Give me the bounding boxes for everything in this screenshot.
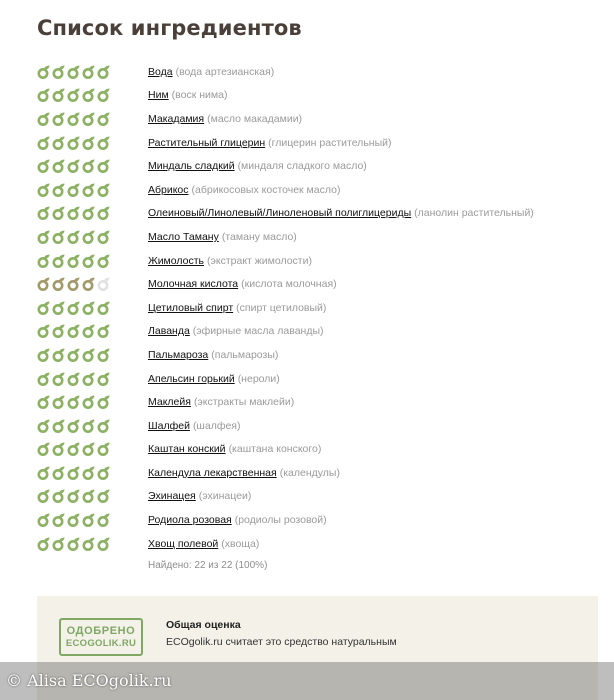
leaf-full-icon — [37, 230, 50, 244]
rating-leaves — [37, 395, 148, 409]
ingredient-description: (пальмарозы) — [211, 348, 279, 361]
ingredient-text — [148, 467, 340, 479]
leaf-full-icon — [37, 513, 50, 527]
summary-text: ECOgolik.ru считает это средство натуральным — [166, 636, 397, 648]
rating-leaves — [37, 136, 148, 150]
ingredient-description: (ланолин растительный) — [414, 207, 534, 220]
leaf-full-icon — [67, 88, 80, 102]
leaf-full-icon — [52, 348, 65, 362]
leaf-full-icon — [52, 537, 65, 551]
ingredient-description: (шалфея) — [192, 419, 241, 432]
rating-leaves — [37, 206, 148, 220]
leaf-full-icon — [52, 159, 65, 173]
ingredient-link[interactable]: Вода — [148, 65, 173, 78]
leaf-full-icon — [52, 489, 65, 503]
ingredient-link[interactable]: Олеиновый/Линолевый/Линоленовый полиглицериды — [148, 207, 412, 220]
leaf-full-icon — [52, 395, 65, 409]
ingredient-link[interactable]: Макадамия — [148, 112, 205, 125]
leaf-full-icon — [37, 183, 50, 197]
leaf-full-icon — [97, 372, 110, 386]
leaf-empty-icon — [97, 277, 110, 291]
leaf-full-icon — [52, 372, 65, 386]
rating-leaves — [37, 230, 148, 244]
leaf-full-icon — [82, 230, 95, 244]
ingredient-link[interactable]: Родиола розовая — [148, 514, 232, 527]
ingredient-description: (воск нима) — [171, 89, 228, 102]
ingredient-link[interactable]: Жимолость — [148, 254, 205, 267]
leaf-full-icon — [82, 348, 95, 362]
leaf-full-icon — [67, 65, 80, 79]
leaf-full-icon — [97, 159, 110, 173]
ingredient-text — [148, 538, 259, 550]
ingredient-description: (таману масло) — [221, 230, 297, 243]
leaf-full-icon — [37, 395, 50, 409]
leaf-full-icon — [97, 537, 110, 551]
leaf-full-icon — [67, 419, 80, 433]
leaf-full-icon — [67, 372, 80, 386]
ingredient-text — [148, 207, 534, 219]
ingredient-text — [148, 349, 278, 361]
ingredient-link[interactable]: Маклейя — [148, 396, 191, 409]
leaf-full-icon — [82, 324, 95, 338]
ingredient-row — [37, 60, 607, 84]
ingredient-text — [148, 443, 321, 455]
ingredient-link[interactable]: Эхинацея — [148, 490, 196, 503]
ingredient-row — [37, 296, 607, 320]
leaf-full-icon — [97, 254, 110, 268]
leaf-full-icon — [67, 466, 80, 480]
leaf-full-icon — [97, 88, 110, 102]
leaf-full-icon — [82, 372, 95, 386]
leaf-full-icon — [37, 372, 50, 386]
leaf-full-icon — [37, 206, 50, 220]
leaf-full-icon — [52, 65, 65, 79]
rating-leaves — [37, 65, 148, 79]
ingredient-text — [148, 302, 326, 314]
leaf-full-icon — [82, 489, 95, 503]
ingredient-description: (глицерин растительный) — [268, 136, 392, 149]
ingredient-row — [37, 131, 607, 155]
leaf-full-icon — [52, 277, 65, 291]
ingredient-text — [148, 255, 312, 267]
leaf-full-icon — [97, 324, 110, 338]
leaf-full-icon — [97, 395, 110, 409]
leaf-full-icon — [67, 254, 80, 268]
leaf-full-icon — [67, 395, 80, 409]
ingredient-row — [37, 367, 607, 391]
approved-badge — [59, 618, 143, 656]
leaf-full-icon — [52, 442, 65, 456]
rating-leaves — [37, 513, 148, 527]
leaf-full-icon — [82, 442, 95, 456]
ingredient-list — [37, 60, 607, 555]
ingredient-text — [148, 184, 340, 196]
ingredient-text — [148, 396, 294, 408]
leaf-full-icon — [37, 419, 50, 433]
ingredient-link[interactable]: Хвощ полевой — [148, 537, 219, 550]
badge-title: ОДОБРЕНО — [66, 624, 136, 637]
leaf-full-icon — [37, 442, 50, 456]
leaf-full-icon — [82, 277, 95, 291]
rating-leaves — [37, 254, 148, 268]
leaf-full-icon — [82, 466, 95, 480]
ingredient-text — [148, 137, 392, 149]
ingredient-description: (календулы) — [279, 466, 340, 479]
ingredient-description: (абрикосовых косточек масло) — [191, 183, 341, 196]
ingredient-row — [37, 272, 607, 296]
leaf-full-icon — [37, 136, 50, 150]
ingredient-link[interactable]: Миндаль сладкий — [148, 160, 235, 173]
leaf-full-icon — [67, 183, 80, 197]
ingredient-row — [37, 438, 607, 462]
leaf-full-icon — [52, 183, 65, 197]
leaf-full-icon — [82, 159, 95, 173]
ingredient-link[interactable]: Молочная кислота — [148, 278, 239, 291]
leaf-full-icon — [82, 88, 95, 102]
leaf-full-icon — [37, 254, 50, 268]
ingredient-text — [148, 66, 274, 78]
leaf-full-icon — [97, 513, 110, 527]
leaf-full-icon — [52, 466, 65, 480]
leaf-full-icon — [82, 301, 95, 315]
ingredient-row — [37, 508, 607, 532]
leaf-full-icon — [37, 88, 50, 102]
leaf-full-icon — [67, 277, 80, 291]
leaf-full-icon — [67, 489, 80, 503]
leaf-full-icon — [52, 112, 65, 126]
rating-leaves — [37, 348, 148, 362]
leaf-full-icon — [97, 348, 110, 362]
leaf-full-icon — [97, 206, 110, 220]
leaf-full-icon — [97, 301, 110, 315]
ingredient-description: (каштана конского) — [228, 443, 322, 456]
leaf-full-icon — [97, 466, 110, 480]
ingredient-text — [148, 490, 251, 502]
leaf-full-icon — [82, 254, 95, 268]
ingredient-row — [37, 485, 607, 509]
leaf-full-icon — [67, 513, 80, 527]
leaf-full-icon — [52, 88, 65, 102]
ingredient-description: (нероли) — [237, 372, 280, 385]
ingredient-text — [148, 231, 297, 243]
ingredient-description: (экстракты маклейи) — [193, 396, 295, 409]
leaf-full-icon — [67, 537, 80, 551]
page-title: Список ингредиентов — [37, 16, 302, 40]
rating-leaves — [37, 419, 148, 433]
ingredient-row — [37, 532, 607, 556]
found-count: Найдено: 22 из 22 (100%) — [148, 560, 268, 571]
leaf-full-icon — [52, 324, 65, 338]
leaf-full-icon — [52, 301, 65, 315]
ingredient-text — [148, 373, 280, 385]
ingredient-row — [37, 202, 607, 226]
leaf-full-icon — [97, 112, 110, 126]
ingredient-row — [37, 225, 607, 249]
ingredient-text — [148, 278, 337, 290]
ingredient-description: (экстракт жимолости) — [207, 254, 312, 267]
leaf-full-icon — [37, 489, 50, 503]
leaf-full-icon — [67, 324, 80, 338]
ingredient-description: (родиолы розовой) — [234, 514, 327, 527]
rating-leaves — [37, 112, 148, 126]
rating-leaves — [37, 277, 148, 291]
summary-title: Общая оценка — [166, 619, 241, 631]
ingredient-link[interactable]: Пальмароза — [148, 348, 209, 361]
rating-leaves — [37, 88, 148, 102]
rating-leaves — [37, 159, 148, 173]
ingredient-text — [148, 325, 324, 337]
leaf-full-icon — [67, 301, 80, 315]
ingredient-link[interactable]: Шалфей — [148, 419, 190, 432]
leaf-full-icon — [37, 324, 50, 338]
ingredient-link[interactable]: Ним — [148, 89, 169, 102]
leaf-full-icon — [37, 112, 50, 126]
ingredient-description: (эфирные масла лаванды) — [192, 325, 324, 338]
ingredient-description: (вода артезианская) — [175, 65, 275, 78]
ingredient-text — [148, 89, 227, 101]
ingredient-link[interactable]: Лаванда — [148, 325, 190, 338]
leaf-full-icon — [67, 206, 80, 220]
ingredient-description: (хвоща) — [221, 537, 260, 550]
ingredient-description: (миндаля сладкого масло) — [237, 160, 367, 173]
leaf-full-icon — [82, 419, 95, 433]
rating-leaves — [37, 372, 148, 386]
ingredient-row — [37, 343, 607, 367]
leaf-full-icon — [52, 254, 65, 268]
rating-leaves — [37, 442, 148, 456]
leaf-full-icon — [97, 442, 110, 456]
leaf-full-icon — [52, 136, 65, 150]
leaf-full-icon — [37, 466, 50, 480]
watermark: © Alisa ECOgolik.ru — [6, 671, 172, 690]
leaf-full-icon — [82, 537, 95, 551]
leaf-full-icon — [82, 65, 95, 79]
leaf-full-icon — [52, 206, 65, 220]
leaf-full-icon — [82, 183, 95, 197]
ingredient-row — [37, 414, 607, 438]
leaf-full-icon — [82, 395, 95, 409]
ingredient-link[interactable]: Растительный глицерин — [148, 136, 266, 149]
leaf-full-icon — [37, 348, 50, 362]
leaf-full-icon — [37, 301, 50, 315]
ingredient-text — [148, 514, 327, 526]
ingredient-row — [37, 320, 607, 344]
ingredient-link[interactable]: Масло Таману — [148, 230, 219, 243]
ingredient-text — [148, 160, 367, 172]
rating-leaves — [37, 466, 148, 480]
rating-leaves — [37, 489, 148, 503]
leaf-full-icon — [82, 513, 95, 527]
leaf-full-icon — [67, 136, 80, 150]
leaf-full-icon — [82, 136, 95, 150]
leaf-full-icon — [67, 442, 80, 456]
leaf-full-icon — [97, 65, 110, 79]
ingredient-row — [37, 249, 607, 273]
leaf-full-icon — [97, 183, 110, 197]
leaf-full-icon — [82, 206, 95, 220]
ingredient-link[interactable]: Абрикос — [148, 183, 189, 196]
rating-leaves — [37, 183, 148, 197]
ingredient-text — [148, 420, 241, 432]
rating-leaves — [37, 324, 148, 338]
ingredient-text — [148, 113, 302, 125]
ingredient-link[interactable]: Апельсин горький — [148, 372, 235, 385]
ingredient-description: (спирт цетиловый) — [236, 301, 327, 314]
ingredient-description: (эхинацеи) — [198, 490, 252, 503]
leaf-full-icon — [97, 136, 110, 150]
leaf-full-icon — [52, 513, 65, 527]
leaf-full-icon — [67, 348, 80, 362]
ingredient-row — [37, 154, 607, 178]
ingredient-row — [37, 178, 607, 202]
leaf-full-icon — [52, 230, 65, 244]
rating-leaves — [37, 301, 148, 315]
leaf-full-icon — [97, 489, 110, 503]
leaf-full-icon — [37, 537, 50, 551]
ingredient-link[interactable]: Каштан конский — [148, 443, 226, 456]
leaf-full-icon — [67, 112, 80, 126]
leaf-full-icon — [67, 159, 80, 173]
ingredient-link[interactable]: Цетиловый спирт — [148, 301, 234, 314]
leaf-full-icon — [97, 419, 110, 433]
leaf-full-icon — [37, 277, 50, 291]
badge-site: ECOGOLIK.RU — [65, 637, 137, 649]
ingredient-description: (кислота молочная) — [241, 278, 337, 291]
leaf-full-icon — [52, 419, 65, 433]
ingredient-row — [37, 84, 607, 108]
ingredient-link[interactable]: Календула лекарственная — [148, 466, 277, 479]
leaf-full-icon — [82, 112, 95, 126]
ingredient-row — [37, 461, 607, 485]
ingredient-row — [37, 107, 607, 131]
leaf-full-icon — [67, 230, 80, 244]
leaf-full-icon — [37, 65, 50, 79]
ingredient-description: (масло макадамии) — [207, 112, 303, 125]
rating-leaves — [37, 537, 148, 551]
leaf-full-icon — [97, 230, 110, 244]
ingredient-row — [37, 390, 607, 414]
leaf-full-icon — [37, 159, 50, 173]
